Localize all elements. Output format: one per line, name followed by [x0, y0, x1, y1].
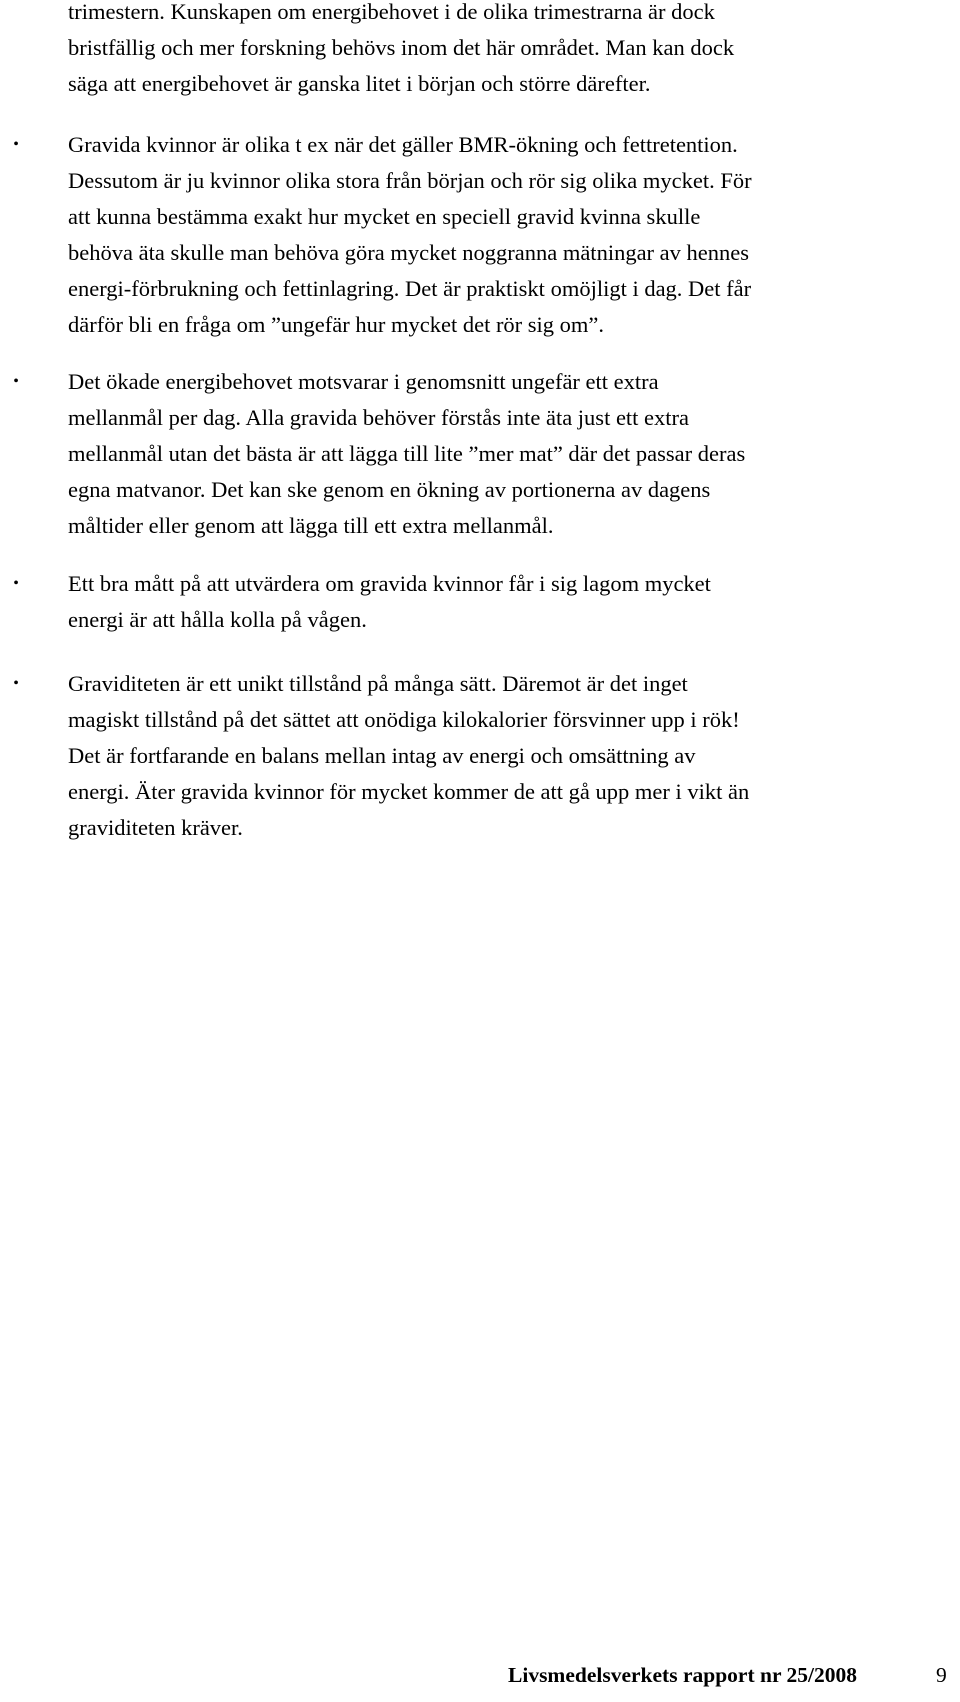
text-line: säga att energibehovet är ganska litet i början och större därefter. — [68, 71, 651, 96]
text-line: Gravida kvinnor är olika t ex när det gäller BMR-ökning och fettretention. — [68, 132, 738, 157]
text-line: Det ökade energibehovet motsvarar i genomsnitt ungefär ett extra — [68, 369, 659, 394]
text-line: energi är att hålla kolla på vågen. — [68, 607, 367, 632]
text-line: graviditeten kräver. — [68, 815, 243, 840]
text-line: energi-förbrukning och fettinlagring. Det är praktiskt omöjligt i dag. Det får — [68, 276, 752, 301]
text-line: egna matvanor. Det kan ske genom en ökning av portionerna av dagens — [68, 477, 711, 502]
footer-report-title: Livsmedelsverkets rapport nr 25/2008 — [508, 1663, 857, 1687]
text-line: Graviditeten är ett unikt tillstånd på många sätt. Däremot är det inget — [68, 671, 688, 696]
text-line: mellanmål per dag. Alla gravida behöver förstås inte äta just ett extra — [68, 405, 690, 430]
bullet-icon: • — [13, 675, 19, 692]
text-line: bristfällig och mer forskning behövs inom det här området. Man kan dock — [68, 35, 735, 60]
bullet-item-individual-differences — [13, 127, 948, 343]
bullet-icon: • — [13, 136, 19, 153]
text-line: behöva äta skulle man behöva göra mycket noggranna mätningar av hennes — [68, 240, 750, 265]
page-number: 9 — [936, 1663, 947, 1687]
bullet-item-extra-snack — [13, 364, 948, 544]
bullet-item-energy-balance — [13, 666, 948, 846]
text-line: Dessutom är ju kvinnor olika stora från början och rör sig olika mycket. För — [68, 168, 752, 193]
text-line: Det är fortfarande en balans mellan intag av energi och omsättning av — [68, 743, 696, 768]
text-line: att kunna bestämma exakt hur mycket en speciell gravid kvinna skulle — [68, 204, 701, 229]
bullet-item-scale — [13, 566, 948, 638]
text-line: trimestern. Kunskapen om energibehovet i de olika trimestrarna är dock — [68, 0, 715, 24]
text-line: mellanmål utan det bästa är att lägga till lite ”mer mat” där det passar deras — [68, 441, 746, 466]
text-line: måltider eller genom att lägga till ett extra mellanmål. — [68, 513, 554, 538]
text-line: därför bli en fråga om ”ungefär hur mycket det rör sig om”. — [68, 312, 605, 337]
intro-paragraph — [68, 0, 948, 102]
text-line: energi. Äter gravida kvinnor för mycket kommer de att gå upp mer i vikt än — [68, 779, 750, 804]
bullet-icon: • — [13, 373, 19, 390]
text-line: Ett bra mått på att utvärdera om gravida kvinnor får i sig lagom mycket — [68, 571, 711, 596]
text-line: magiskt tillstånd på det sättet att onödiga kilokalorier försvinner upp i rök! — [68, 707, 740, 732]
bullet-icon: • — [13, 575, 19, 592]
